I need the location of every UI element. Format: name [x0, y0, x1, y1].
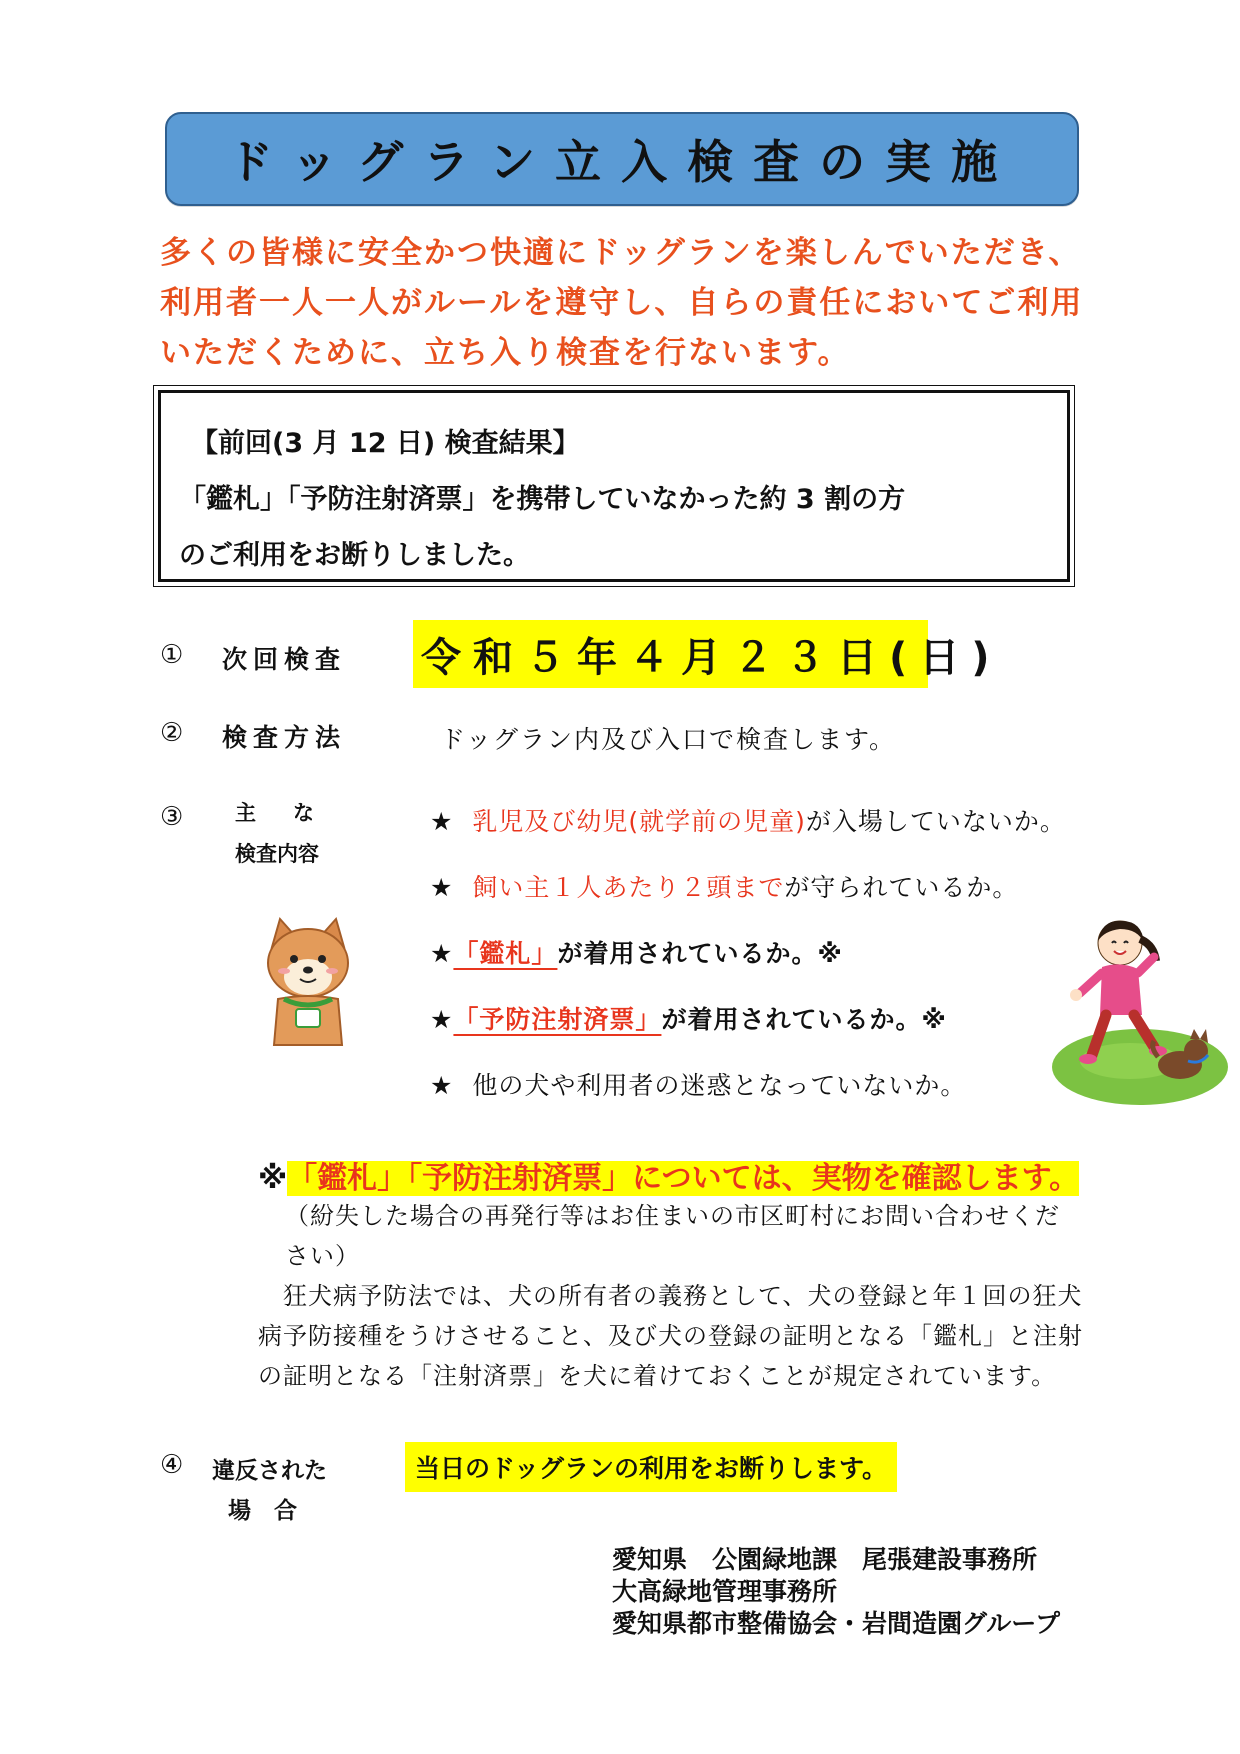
organization-line: 愛知県都市整備協会・岩間造園グループ [612, 1609, 1061, 1638]
note-line: さい） [285, 1242, 360, 1270]
organization-line: 大高緑地管理事務所 [612, 1577, 838, 1606]
item-3-label-b: 検査内容 [235, 842, 319, 866]
star-icon: ★ [430, 1071, 454, 1100]
girl-running-with-dog-illustration [1050, 915, 1228, 1107]
item-3-number: ③ [160, 802, 184, 832]
intro-text [160, 228, 1090, 378]
title-banner [165, 112, 1079, 206]
previous-line-2: のご利用をお断りしました。 [179, 540, 530, 571]
note-line: （紛失した場合の再発行等はお住まいの市区町村にお問い合わせくだ [285, 1202, 1060, 1230]
note-headline: ※「鑑札」「予防注射済票」については、実物を確認します。 [258, 1161, 1080, 1196]
item-3-label-a: 主 な [235, 801, 322, 825]
item-2-label: 検査方法 [222, 723, 347, 752]
intro-line: 利用者一人一人がルールを遵守し、自らの責任においてご利用 [160, 285, 1084, 321]
check-item: ★ 他の犬や利用者の迷惑となっていないか。 [430, 1071, 967, 1100]
inspection-method: ドッグラン内及び入口で検査します。 [440, 725, 897, 754]
next-inspection-date: 令和５年４月２３日(日) [413, 620, 928, 688]
star-icon: ★ [430, 1005, 454, 1034]
intro-line: 多くの皆様に安全かつ快適にドッグランを楽しんでいただき、 [160, 235, 1082, 271]
item-4-number: ④ [160, 1450, 184, 1480]
item-2-number: ② [160, 718, 184, 748]
previous-heading: 【前回(3 月 12 日) 検査結果】 [191, 428, 580, 459]
note-line: の証明となる「注射済票」を犬に着けておくことが規定されています。 [258, 1362, 1057, 1390]
star-icon: ★ [430, 873, 454, 902]
item-1-number: ① [160, 640, 184, 670]
note-line: 病予防接種をうけさせること、及び犬の登録の証明となる「鑑札」と注射 [258, 1322, 1083, 1350]
item-1-label: 次回検査 [222, 645, 347, 674]
previous-line-1: 「鑑札」「予防注射済票」を携帯していなかった約 3 割の方 [179, 484, 906, 515]
note-mark: ※ [258, 1161, 288, 1196]
previous-result-box [158, 390, 1070, 582]
check-item: ★「鑑札」が着用されているか。※ [430, 939, 843, 968]
star-icon: ★ [430, 939, 454, 968]
star-icon: ★ [430, 807, 454, 836]
item-4-label-b: 場 合 [228, 1498, 297, 1524]
check-item: ★ 乳児及び幼児(就学前の児童)が入場していないか。 [430, 807, 1066, 836]
violation-text: 当日のドッグランの利用をお断りします。 [405, 1442, 897, 1492]
shiba-dog-illustration [262, 915, 354, 1047]
item-4-label-a: 違反された [212, 1458, 327, 1484]
check-item: ★「予防注射済票」が着用されているか。※ [430, 1005, 947, 1034]
organization-line: 愛知県 公園緑地課 尾張建設事務所 [612, 1545, 1038, 1574]
intro-line: いただくために、立ち入り検査を行ないます。 [160, 335, 851, 371]
page-title: ドッグラン立入検査の実施 [226, 135, 1018, 189]
note-line: 狂犬病予防法では、犬の所有者の義務として、犬の登録と年１回の狂犬 [258, 1282, 1083, 1310]
check-item: ★ 飼い主１人あたり２頭までが守られているか。 [430, 873, 1019, 902]
